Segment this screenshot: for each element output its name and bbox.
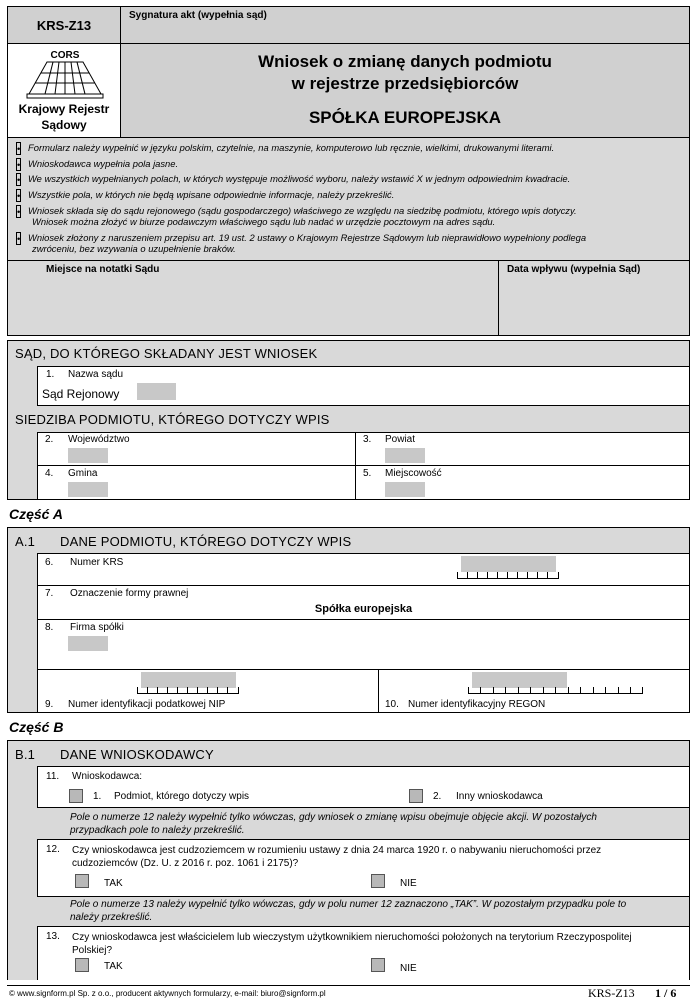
note-field-13: [70, 898, 684, 924]
field-number: 7.: [45, 588, 54, 599]
locality-input[interactable]: [385, 482, 425, 497]
receipt-date-area: [499, 260, 690, 336]
commune-label: Gmina: [68, 468, 98, 479]
section-number: B.1: [15, 747, 36, 762]
footer-page-number: 1 / 6: [655, 986, 677, 1000]
field-number: 5.: [363, 468, 372, 479]
part-a-label: Część A: [9, 506, 63, 522]
question-text: Czy wnioskodawca jest cudzoziemcem w rozumieniu ustawy z dnia 24 marca 1920 r. o nabywaniu nieruchomości przez: [72, 845, 602, 856]
footer-form-code: KRS-Z13: [588, 986, 635, 1000]
section-number: A.1: [15, 534, 36, 549]
note-text: należy przekreślić.: [70, 912, 153, 923]
instructions-box: [7, 138, 690, 260]
krs-number-input[interactable]: [461, 556, 556, 572]
logo-cell: [7, 44, 121, 138]
foreigner-question-cell: [37, 839, 690, 897]
instruction-text: Formularz należy wypełnić w języku polskim, czytelnie, na maszynie, komputerowo lub ręcznie, wielkimi, drukowanymi literami.: [28, 142, 555, 153]
svg-text:CORS: CORS: [50, 50, 80, 61]
field-number: 4.: [45, 468, 54, 479]
voivodeship-input[interactable]: [68, 448, 108, 463]
regon-digit-scale: [468, 686, 643, 694]
instruction-text: Wnioskodawca wypełnia pola jasne.: [28, 158, 179, 169]
bullet: •: [17, 206, 21, 217]
receipt-date-label: Data wpływu (wypełnia Sąd): [507, 264, 641, 275]
applicant-section-title: DANE WNIOSKODAWCY: [60, 747, 214, 762]
court-notes-label: Miejsce na notatki Sądu: [46, 264, 160, 275]
field-number: 13.: [46, 931, 60, 942]
bullet: •: [17, 174, 21, 185]
court-name-label: Nazwa sądu: [68, 369, 124, 380]
note-field-12: [70, 811, 684, 837]
foreigner-question-text: [72, 844, 684, 870]
legal-form-label: Oznaczenie formy prawnej: [70, 588, 189, 599]
county-label: Powiat: [385, 434, 416, 445]
bullet: •: [17, 143, 21, 154]
foreigner-no-checkbox[interactable]: [371, 874, 385, 888]
legal-form-value: Spółka europejska: [314, 603, 413, 615]
bullet: •: [17, 190, 21, 201]
page-title-line1: Wniosek o zmianę danych podmiotu: [258, 52, 552, 71]
option-number: 2.: [433, 791, 442, 802]
bullet: •: [17, 159, 21, 170]
form-code-text: KRS-Z13: [36, 17, 92, 33]
logo-caption-line1: Krajowy Rejestr: [18, 102, 110, 116]
krs-logo-icon: [9, 48, 121, 104]
regon-label: Numer identyfikacyjny REGON: [408, 699, 546, 710]
instruction-item: [16, 205, 676, 227]
instruction-text: We wszystkich wypełnianych polach, w których występuje możliwość wyboru, należy wstawić X w jednym odpowiednim kwadracie.: [28, 173, 571, 184]
instruction-text: Wniosek składa się do sądu rejonowego (sądu gospodarczego) właściwego ze względu na siedzibę podmiotu, którego wpis dotyczy.: [28, 205, 577, 216]
field-number: 12.: [46, 844, 60, 855]
page-title-line2: w rejestrze przedsiębiorców: [291, 74, 519, 93]
logo-caption-line2: Sądowy: [41, 118, 87, 132]
field-number: 8.: [45, 622, 54, 633]
foreigner-yes-checkbox[interactable]: [75, 874, 89, 888]
field-number: 11.: [46, 771, 60, 782]
option-number: 1.: [93, 791, 102, 802]
instruction-item: [16, 173, 676, 184]
applicant-entity-checkbox[interactable]: [69, 789, 83, 803]
voivodeship-label: Województwo: [68, 434, 130, 445]
instruction-item: [16, 158, 676, 169]
instruction-item: [16, 142, 676, 153]
field-number: 3.: [363, 434, 372, 445]
form-code: [7, 6, 121, 44]
instruction-item: [16, 189, 676, 200]
court-name-prefix: Sąd Rejonowy: [42, 387, 120, 401]
bullet: •: [17, 233, 21, 244]
instruction-text: Wniosek złożony z naruszeniem przepisu art. 19 ust. 2 ustawy o Krajowym Rejestrze Sądowym lub nieprawidłowo wypełniony podlega: [28, 232, 587, 243]
note-text: Pole o numerze 12 należy wypełnić tylko wówczas, gdy wniosek o zmianę wpisu obejmuje objęcie akcji. W pozostałych: [70, 812, 597, 823]
instruction-text: zwróceniu, bez wzywania o uzupełnienie braków.: [32, 243, 236, 254]
locality-label: Miejscowość: [385, 468, 442, 479]
page-subtitle: SPÓŁKA EUROPEJSKA: [308, 108, 502, 127]
nip-label: Numer identyfikacji podatkowej NIP: [68, 699, 226, 710]
note-text: Pole o numerze 13 należy wypełnić tylko wówczas, gdy w polu numer 12 zaznaczono „TAK”. W pozostałym przypadku pole to: [70, 899, 627, 910]
foreigner-yes-label: TAK: [104, 878, 123, 889]
property-question-cell: [37, 926, 690, 980]
applicant-other-label: Inny wnioskodawca: [456, 791, 543, 802]
instruction-item: [16, 232, 676, 254]
applicant-type-label: Wnioskodawca:: [72, 771, 143, 782]
commune-input[interactable]: [68, 482, 108, 497]
krs-digit-scale: [457, 571, 559, 579]
property-no-label: NIE: [400, 963, 417, 974]
property-no-checkbox[interactable]: [371, 958, 385, 972]
court-name-input[interactable]: [137, 383, 176, 400]
field-number: 6.: [45, 557, 54, 568]
property-yes-label: TAK: [104, 961, 123, 972]
applicant-entity-label: Podmiot, którego dotyczy wpis: [114, 791, 250, 802]
court-section-title: SĄD, DO KTÓREGO SKŁADANY JEST WNIOSEK: [15, 346, 318, 361]
property-yes-checkbox[interactable]: [75, 958, 89, 972]
footer-copyright: © www.signform.pl Sp. z o.o., producent aktywnych formularzy, e-mail: biuro@signform.pl: [9, 989, 326, 998]
court-notes-area: [7, 260, 499, 336]
court-name-cell: [37, 366, 690, 406]
property-question-text: [72, 931, 684, 957]
signature-label: Sygnatura akt (wypełnia sąd): [129, 10, 267, 21]
instruction-text: Wszystkie pola, w których nie będą wpisane odpowiednie informacje, należy przekreślić.: [28, 189, 395, 200]
question-text: Polskiej?: [72, 945, 113, 956]
seat-section-title: SIEDZIBA PODMIOTU, KTÓREGO DOTYCZY WPIS: [15, 412, 330, 427]
field-number: 10.: [385, 699, 399, 710]
signature-field[interactable]: [121, 6, 690, 44]
applicant-other-checkbox[interactable]: [409, 789, 423, 803]
company-name-input[interactable]: [68, 636, 108, 651]
nip-digit-scale: [137, 686, 239, 694]
question-text: cudzoziemców (Dz. U. z 2016 r. poz. 1061 i 2175)?: [72, 858, 299, 869]
field-number: 1.: [46, 369, 55, 380]
title-cell: [121, 44, 690, 138]
note-text: przypadkach pole to należy przekreślić.: [70, 825, 245, 836]
instruction-text: Wniosek można złożyć w biurze podawczym właściwego sądu lub nadać w urzędzie pocztowym na adres sądu.: [32, 216, 496, 227]
part-b-label: Część B: [9, 719, 64, 735]
foreigner-no-label: NIE: [400, 878, 417, 889]
question-text: Czy wnioskodawca jest właścicielem lub wieczystym użytkownikiem nieruchomości położonych na terytorium Rzeczypospolitej: [72, 932, 632, 943]
entity-data-section-title: DANE PODMIOTU, KTÓREGO DOTYCZY WPIS: [60, 534, 352, 549]
krs-number-label: Numer KRS: [70, 557, 124, 568]
county-input[interactable]: [385, 448, 425, 463]
field-number: 2.: [45, 434, 54, 445]
field-number: 9.: [45, 699, 54, 710]
company-name-label: Firma spółki: [70, 622, 124, 633]
